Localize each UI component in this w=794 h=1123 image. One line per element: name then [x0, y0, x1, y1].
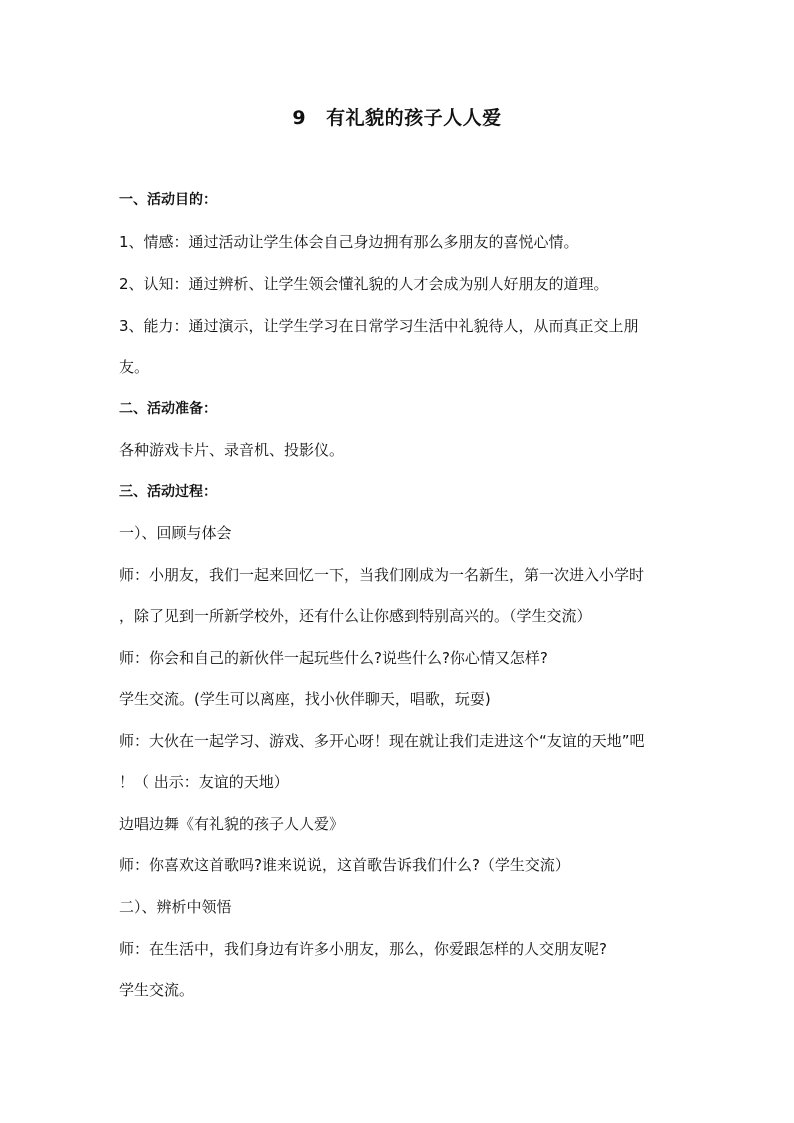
lesson-title: 有礼貌的孩子人人爱: [326, 107, 502, 129]
goal-item-3-cont: 友。: [119, 358, 150, 376]
part-heading-1: 一）、回顾与体会: [119, 524, 232, 542]
paragraph-cont: ！（ 出示：友谊的天地）: [119, 773, 289, 791]
paragraph: 师：小朋友，我们一起来回忆一下，当我们刚成为一名新生，第一次进入小学时: [119, 566, 645, 584]
lesson-number: 9: [292, 107, 307, 129]
paragraph-cont: ，除了见到一所新学校外，还有什么让你感到特别高兴的。（学生交流）: [119, 607, 592, 625]
prep-text: 各种游戏卡片、录音机、投影仪。: [119, 441, 345, 459]
goal-item-1: 1、情感：通过活动让学生体会自己身边拥有那么多朋友的喜悦心情。: [119, 233, 579, 251]
section-heading-goals: 一、活动目的：: [119, 192, 217, 208]
section-heading-process: 三、活动过程：: [119, 484, 217, 500]
paragraph: 师：在生活中，我们身边有许多小朋友，那么，你爱跟怎样的人交朋友呢?: [119, 940, 607, 958]
part-heading-2: 二）、辨析中领悟: [119, 898, 232, 916]
page-title: [0, 103, 794, 130]
goal-item-2: 2、认知：通过辨析、让学生领会懂礼貌的人才会成为别人好朋友的道理。: [119, 275, 609, 293]
paragraph: 边唱边舞《有礼貌的孩子人人爱》: [119, 815, 345, 833]
paragraph: 学生交流。: [119, 981, 195, 999]
paragraph: 师：你会和自己的新伙伴一起玩些什么?说些什么?你心情又怎样?: [119, 649, 548, 667]
paragraph: 师：大伙在一起学习、游戏、多开心呀！现在就让我们走进这个“友谊的天地”吧: [119, 732, 645, 750]
paragraph: 学生交流。(学生可以离座，找小伙伴聊天，唱歌，玩耍): [119, 690, 491, 708]
paragraph: 师：你喜欢这首歌吗?谁来说说，这首歌告诉我们什么?（学生交流）: [119, 856, 570, 874]
goal-item-3: 3、能力：通过演示，让学生学习在日常学习生活中礼貌待人，从而真正交上朋: [119, 317, 639, 335]
section-heading-prep: 二、活动准备：: [119, 401, 217, 417]
